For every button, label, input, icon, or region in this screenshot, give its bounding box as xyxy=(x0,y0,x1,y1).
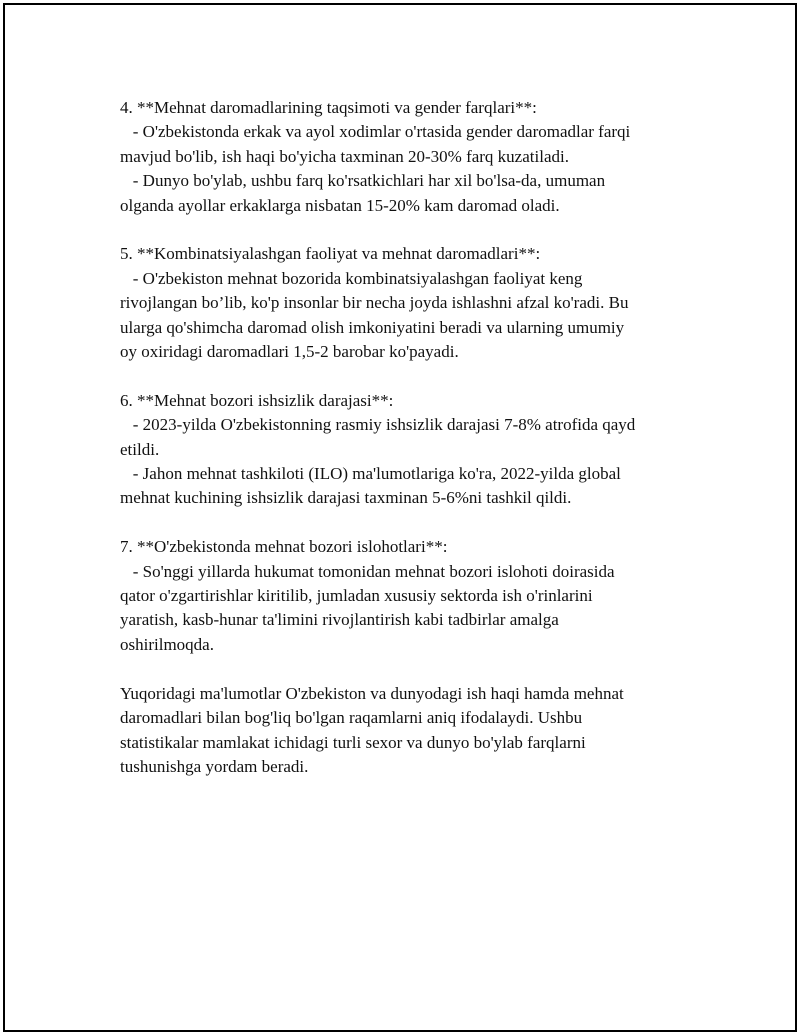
text-line: oshirilmoqda. xyxy=(120,634,214,654)
text-line: - 2023-yilda O'zbekistonning rasmiy ishsizlik darajasi 7-8% atrofida qayd xyxy=(120,415,636,435)
section-gender-income-gap xyxy=(120,96,690,218)
text-line: yaratish, kasb-hunar ta'limini rivojlantirish kabi tadbirlar amalga xyxy=(120,610,559,630)
section-conclusion xyxy=(120,682,690,780)
text-line: mavjud bo'lib, ish haqi bo'yicha taxminan 20-30% farq kuzatiladi. xyxy=(120,146,569,166)
text-line: - Jahon mehnat tashkiloti (ILO) ma'lumotlariga ko'ra, 2022-yilda global xyxy=(120,464,621,484)
text-line: rivojlangan bo’lib, ko'p insonlar bir necha joyda ishlashni afzal ko'radi. Bu xyxy=(120,293,629,313)
text-line: - O'zbekiston mehnat bozorida kombinatsiyalashgan faoliyat keng xyxy=(120,268,583,288)
section-combined-activity xyxy=(120,242,690,364)
text-line: statistikalar mamlakat ichidagi turli sexor va dunyo bo'ylab farqlarni xyxy=(120,732,586,752)
text-line: olganda ayollar erkaklarga nisbatan 15-20% kam daromad oladi. xyxy=(120,195,560,215)
text-line: mehnat kuchining ishsizlik darajasi taxminan 5-6%ni tashkil qildi. xyxy=(120,488,572,508)
section-heading: 5. **Kombinatsiyalashgan faoliyat va mehnat daromadlari**: xyxy=(120,244,541,264)
document-page xyxy=(3,3,797,1032)
text-line: - So'nggi yillarda hukumat tomonidan mehnat bozori islohoti doirasida xyxy=(120,561,615,581)
text-line: etildi. xyxy=(120,439,160,459)
section-heading: 7. **O'zbekistonda mehnat bozori islohotlari**: xyxy=(120,537,448,557)
text-line: Yuqoridagi ma'lumotlar O'zbekiston va dunyodagi ish haqi hamda mehnat xyxy=(120,683,624,703)
text-line: qator o'zgartirishlar kiritilib, jumladan xususiy sektorda ish o'rinlarini xyxy=(120,586,593,606)
text-line: ularga qo'shimcha daromad olish imkoniyatini beradi va ularning umumiy xyxy=(120,317,625,337)
section-heading: 6. **Mehnat bozori ishsizlik darajasi**: xyxy=(120,390,394,410)
document-body xyxy=(120,96,690,804)
section-labor-reforms xyxy=(120,535,690,657)
text-line: - Dunyo bo'ylab, ushbu farq ko'rsatkichlari har xil bo'lsa-da, umuman xyxy=(120,171,606,191)
text-line: tushunishga yordam beradi. xyxy=(120,756,309,776)
text-line: daromadlari bilan bog'liq bo'lgan raqamlarni aniq ifodalaydi. Ushbu xyxy=(120,708,583,728)
section-heading: 4. **Mehnat daromadlarining taqsimoti va gender farqlari**: xyxy=(120,98,537,117)
section-unemployment xyxy=(120,389,690,511)
text-line: oy oxiridagi daromadlari 1,5-2 barobar ko'payadi. xyxy=(120,342,459,362)
text-line: - O'zbekistonda erkak va ayol xodimlar o'rtasida gender daromadlar farqi xyxy=(120,122,631,142)
